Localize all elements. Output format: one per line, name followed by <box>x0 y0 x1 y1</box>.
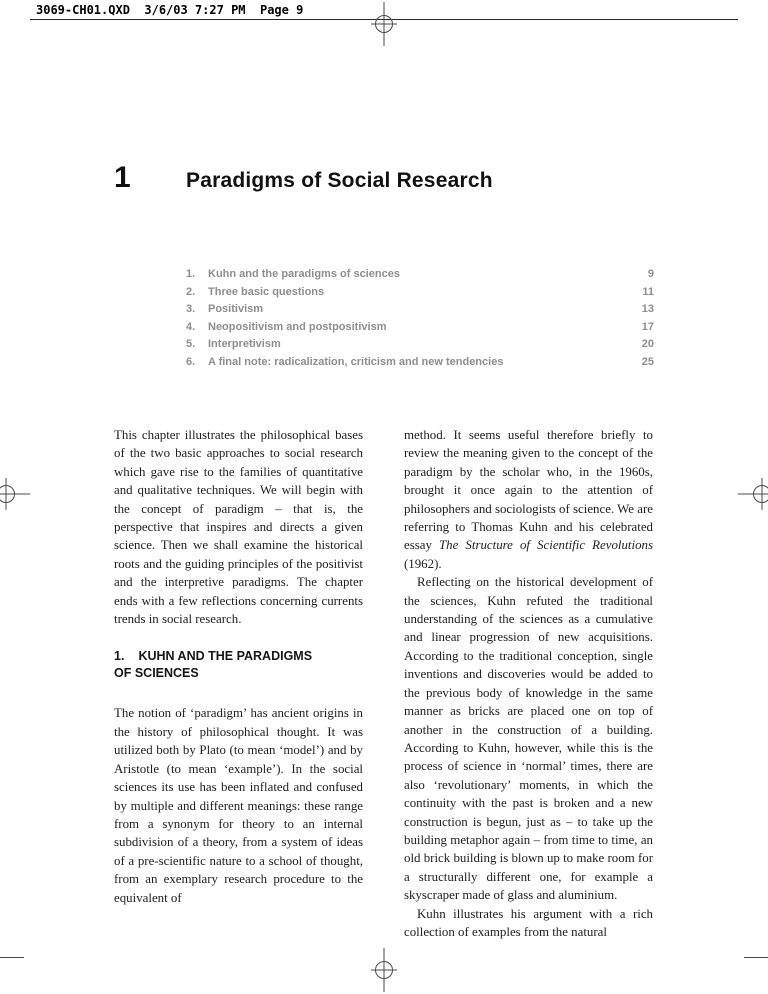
toc-item <box>186 284 654 302</box>
intro-paragraph: This chapter illustrates the philosophical bases of the two basic approaches to social research which gave rise to the families of quantitative and qualitative techniques. We will begin with the concept of paradigm – that is, the perspective that inspires and directs a given science. Then we shall examine the historical roots and the guiding principles of the positivist and the interpretive paradigms. The chapter ends with a few reflections concerning currents trends in social research. <box>114 428 363 627</box>
toc-item <box>186 301 654 319</box>
section-heading-number: 1. <box>114 649 125 664</box>
body-column-left <box>114 426 363 907</box>
table-of-contents <box>186 266 654 372</box>
body-paragraph: Reflecting on the historical development of the sciences, Kuhn refuted the traditional understanding of the sciences as a cumulative and linear progression of new acquisitions. According to the traditional conception, single inventions and discoveries would be added to the previous body of knowledge in the same manner as bricks are placed one on top of another in the construction of a building. According to Kuhn, however, while this is the process of science in ‘normal’ times, there are also ‘revolutionary’ moments, in which the continuity with the past is broken and a new construction is begun, just as – to take up the building metaphor again – from time to time, an old brick building is blown up to make room for a structurally different one, for example a skyscraper made of glass and aluminium. <box>404 575 653 903</box>
chapter-number: 1 <box>114 161 131 194</box>
toc-item-label: A final note: radicalization, criticism and new tendencies <box>208 355 504 368</box>
body-column-right <box>404 426 653 941</box>
toc-item-page: 20 <box>641 338 654 351</box>
paragraph-text: (1962). <box>404 556 442 571</box>
toc-item-label: Three basic questions <box>208 285 325 298</box>
toc-item-label: Positivism <box>208 303 264 316</box>
crop-tick-bottom-right <box>744 957 768 958</box>
toc-item-page: 17 <box>641 320 654 333</box>
crop-tick-bottom-left <box>0 957 24 958</box>
toc-item-number: 3. <box>186 303 196 316</box>
registration-mark-right-icon <box>734 472 768 516</box>
toc-item-page: 11 <box>642 285 654 298</box>
toc-item-number: 5. <box>186 338 196 351</box>
body-paragraph: Kuhn illustrates his argument with a rich collection of examples from the natural <box>404 906 653 939</box>
paragraph-text: method. It seems useful therefore briefly to review the meaning given to the concept of the paradigm by the scholar who, in the 1960s, brought it once again to the attention of philosophers and sociologists of science. We are referring to Thomas Kuhn and his celebrated essay <box>404 428 653 553</box>
registration-mark-top-icon <box>362 0 406 46</box>
proof-header: 3069-CH01.QXD 3/6/03 7:27 PM Page 9 <box>36 3 304 17</box>
toc-item <box>186 319 654 337</box>
toc-item-page: 9 <box>647 268 654 280</box>
registration-mark-left-icon <box>0 472 34 516</box>
toc-item-page: 25 <box>641 355 654 368</box>
toc-item-number: 4. <box>186 320 196 333</box>
book-title-italic: The Structure of Scientific Revolutions <box>439 538 653 553</box>
section-heading-line2: OF SCIENCES <box>114 666 199 681</box>
section-heading <box>114 648 363 682</box>
toc-item-page: 13 <box>641 303 654 316</box>
toc-item-label: Neopositivism and postpositivism <box>208 320 387 333</box>
toc-item-number: 6. <box>186 355 196 368</box>
toc-item <box>186 336 654 354</box>
body-paragraph <box>404 426 653 573</box>
toc-item <box>186 354 654 372</box>
chapter-title: Paradigms of Social Research <box>186 169 493 192</box>
toc-item-label: Interpretivism <box>208 338 281 351</box>
body-paragraph: The notion of ‘paradigm’ has ancient origins in the history of philosophical thought. It was utilized both by Plato (to mean ‘model’) and by Aristotle (to mean ‘example’). In the social sciences its use has been inflated and confused by multiple and different meanings: these range from a synonym for theory to an internal subdivision of a theory, from a system of ideas of a pre-scientific nature to a school of thought, from an exemplary research procedure to the equivalent of <box>114 706 363 905</box>
toc-item-label: Kuhn and the paradigms of sciences <box>208 268 400 280</box>
registration-mark-bottom-icon <box>362 948 406 994</box>
toc-item-number: 1. <box>186 268 196 280</box>
toc-item-number: 2. <box>186 285 196 298</box>
section-heading-line1: KUHN AND THE PARADIGMS <box>138 649 313 664</box>
toc-item <box>186 266 654 284</box>
